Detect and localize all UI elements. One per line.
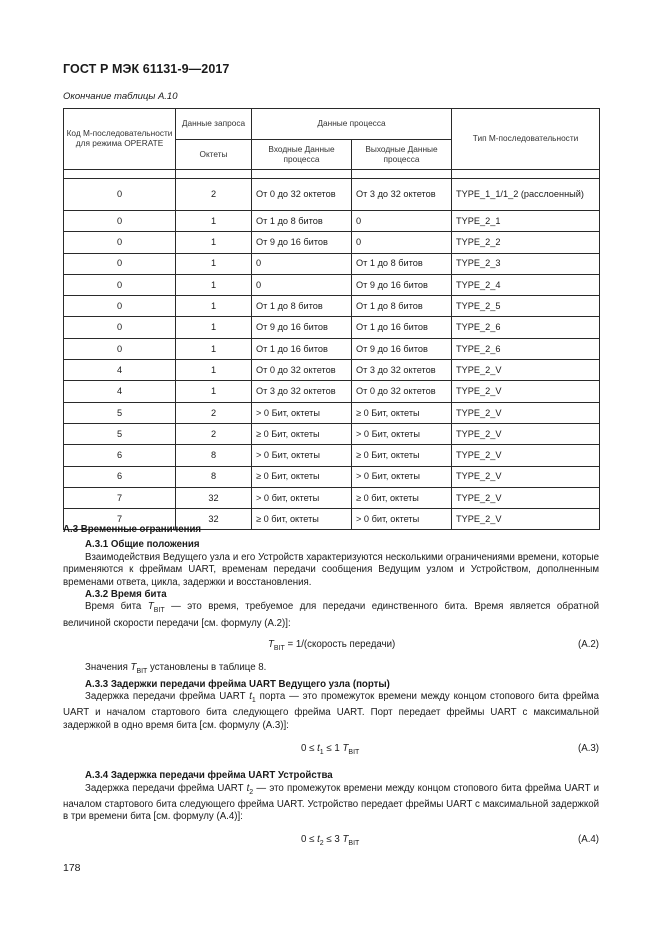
cell-code: 7 xyxy=(64,509,176,530)
table-row xyxy=(64,360,600,381)
section-a31-paragraph: Взаимодействия Ведущего узла и его Устройств характеризуются несколькими ограничениями времени, которые применяются к фреймам UART, временам передачи сообщения Ведущим узлом и Устройством, дополненным временами ответа, цикла, задержки и восстановления. xyxy=(63,551,599,588)
cell-input: От 0 до 32 октетов xyxy=(252,360,352,381)
cell-output: > 0 бит, октеты xyxy=(352,509,452,530)
cell-octets: 2 xyxy=(176,402,252,423)
cell-octets: 1 xyxy=(176,253,252,274)
cell-type: TYPE_2_V xyxy=(452,466,600,487)
cell-output: > 0 Бит, октеты xyxy=(352,423,452,444)
cell-octets: 1 xyxy=(176,360,252,381)
section-a34-paragraph: Задержка передачи фрейма UART $t_2$ — это промежуток времени между концом стопового бита фрейма UART и началом стартового бита следующего фрейма UART. Устройство передает фреймы UART с максимальной задержкой в три времени бита [см. формулу (А.4)]: xyxy=(63,782,599,823)
cell-type: TYPE_2_V xyxy=(452,487,600,508)
table-row xyxy=(64,445,600,466)
cell-code: 6 xyxy=(64,466,176,487)
cell-type: TYPE_2_V xyxy=(452,381,600,402)
cell-type: TYPE_2_6 xyxy=(452,338,600,359)
cell-output: 0 xyxy=(352,232,452,253)
cell-type: TYPE_2_6 xyxy=(452,317,600,338)
table-row xyxy=(64,296,600,317)
cell-input: ≥ 0 Бит, октеты xyxy=(252,423,352,444)
header-octets: Октеты xyxy=(176,140,252,170)
formula-a4-number: (А.4) xyxy=(578,833,599,845)
cell-octets: 32 xyxy=(176,487,252,508)
cell-octets: 1 xyxy=(176,338,252,359)
header-type: Тип M-последовательности xyxy=(452,109,600,170)
table-row xyxy=(64,232,600,253)
formula-a3-number: (А.3) xyxy=(578,743,599,755)
cell-input: От 3 до 32 октетов xyxy=(252,381,352,402)
cell-code: 0 xyxy=(64,232,176,253)
cell-type: TYPE_2_V xyxy=(452,423,600,444)
cell-type: TYPE_2_3 xyxy=(452,253,600,274)
cell-input: От 9 до 16 битов xyxy=(252,317,352,338)
cell-code: 6 xyxy=(64,445,176,466)
table-row xyxy=(64,423,600,444)
cell-input: От 1 до 8 битов xyxy=(252,211,352,232)
section-a33-paragraph: Задержка передачи фрейма UART $t_1$ порта — это промежуток времени между концом стопового бита фрейма UART и началом стартового бита следующего фрейма UART. Порт передает фреймы UART с максимальной задержкой в одно время бита [см. формулу (А.3)]: xyxy=(63,690,599,731)
cell-input: > 0 Бит, октеты xyxy=(252,402,352,423)
cell-type: TYPE_1_1/1_2 (расслоенный) xyxy=(452,179,600,211)
cell-input: От 0 до 32 октетов xyxy=(252,179,352,211)
formula-a3-expression: $0 \le t_1 \le 1$ $T_{BIT}$ xyxy=(301,743,360,757)
cell-octets: 1 xyxy=(176,296,252,317)
cell-output: От 9 до 16 битов xyxy=(352,338,452,359)
cell-octets: 1 xyxy=(176,232,252,253)
table-row xyxy=(64,466,600,487)
cell-type: TYPE_2_2 xyxy=(452,232,600,253)
formula-a4-expression: $0 \le t_2 \le 3$ $T_{BIT}$ xyxy=(301,833,360,847)
cell-output: От 9 до 16 битов xyxy=(352,274,452,295)
cell-code: 0 xyxy=(64,274,176,295)
header-code: Код M-последовательности для режима OPERATE xyxy=(64,109,176,170)
cell-type: TYPE_2_V xyxy=(452,509,600,530)
cell-code: 4 xyxy=(64,360,176,381)
table-caption: Окончание таблицы А.10 xyxy=(63,91,178,102)
cell-type: TYPE_2_4 xyxy=(452,274,600,295)
table-row xyxy=(64,179,600,211)
cell-code: 5 xyxy=(64,423,176,444)
cell-output: ≥ 0 Бит, октеты xyxy=(352,402,452,423)
values-note: Значения $T_{BIT}$ установлены в таблице 8. xyxy=(85,662,267,676)
sequence-table xyxy=(63,108,600,530)
section-a34-title: А.3.4 Задержка передачи фрейма UART Устройства xyxy=(85,770,333,782)
cell-input: 0 xyxy=(252,274,352,295)
cell-output: От 3 до 32 октетов xyxy=(352,179,452,211)
cell-code: 5 xyxy=(64,402,176,423)
table-row xyxy=(64,402,600,423)
cell-type: TYPE_2_V xyxy=(452,402,600,423)
cell-octets: 1 xyxy=(176,317,252,338)
formula-a3 xyxy=(63,732,599,766)
cell-code: 0 xyxy=(64,179,176,211)
table-row xyxy=(64,487,600,508)
cell-output: От 0 до 32 октетов xyxy=(352,381,452,402)
cell-code: 0 xyxy=(64,338,176,359)
cell-type: TYPE_2_5 xyxy=(452,296,600,317)
table-row xyxy=(64,274,600,295)
section-a31-title: А.3.1 Общие положения xyxy=(85,539,200,551)
formula-a2 xyxy=(63,630,599,660)
section-a33-title: А.3.3 Задержки передачи фрейма UART Ведущего узла (порты) xyxy=(85,678,390,690)
cell-type: TYPE_2_V xyxy=(452,360,600,381)
cell-input: > 0 Бит, октеты xyxy=(252,445,352,466)
cell-type: TYPE_2_V xyxy=(452,445,600,466)
header-request-data: Данные запроса xyxy=(176,109,252,140)
cell-octets: 2 xyxy=(176,179,252,211)
header-input: Входные Данные процесса xyxy=(252,140,352,170)
cell-code: 0 xyxy=(64,317,176,338)
cell-input: От 1 до 16 битов xyxy=(252,338,352,359)
cell-octets: 32 xyxy=(176,509,252,530)
section-a3-title: А.3 Временные ограничения xyxy=(63,524,202,535)
cell-output: От 1 до 16 битов xyxy=(352,317,452,338)
cell-output: От 3 до 32 октетов xyxy=(352,360,452,381)
header-process-data: Данные процесса xyxy=(252,109,452,140)
formula-a4 xyxy=(63,824,599,854)
cell-code: 0 xyxy=(64,211,176,232)
cell-octets: 1 xyxy=(176,381,252,402)
cell-input: 0 xyxy=(252,253,352,274)
section-a32-paragraph: Время бита $T_{BIT}$ — это время, требуемое для передачи единственного бита. Время является обратной величиной скорости передачи [см. формулу (А.2)]: xyxy=(63,601,599,629)
formula-a2-number: (А.2) xyxy=(578,639,599,651)
cell-type: TYPE_2_1 xyxy=(452,211,600,232)
header-output: Выходные Данные процесса xyxy=(352,140,452,170)
cell-input: ≥ 0 бит, октеты xyxy=(252,509,352,530)
cell-output: > 0 Бит, октеты xyxy=(352,466,452,487)
document-header: ГОСТ Р МЭК 61131-9—2017 xyxy=(63,62,230,76)
formula-a2-expression: $T_{BIT}$ = 1/(скорость передачи) xyxy=(268,639,396,653)
cell-octets: 2 xyxy=(176,423,252,444)
table-row xyxy=(64,317,600,338)
cell-octets: 8 xyxy=(176,466,252,487)
cell-output: От 1 до 8 битов xyxy=(352,253,452,274)
table-row xyxy=(64,211,600,232)
cell-output: От 1 до 8 битов xyxy=(352,296,452,317)
table-row xyxy=(64,381,600,402)
page-number: 178 xyxy=(63,862,81,874)
cell-output: 0 xyxy=(352,211,452,232)
section-a32-title: А.3.2 Время бита xyxy=(85,589,167,601)
cell-octets: 1 xyxy=(176,274,252,295)
cell-octets: 8 xyxy=(176,445,252,466)
cell-input: От 9 до 16 битов xyxy=(252,232,352,253)
table-row xyxy=(64,338,600,359)
cell-code: 4 xyxy=(64,381,176,402)
cell-input: ≥ 0 Бит, октеты xyxy=(252,466,352,487)
cell-input: От 1 до 8 битов xyxy=(252,296,352,317)
cell-output: ≥ 0 Бит, октеты xyxy=(352,445,452,466)
cell-code: 7 xyxy=(64,487,176,508)
cell-code: 0 xyxy=(64,296,176,317)
cell-code: 0 xyxy=(64,253,176,274)
cell-output: ≥ 0 бит, октеты xyxy=(352,487,452,508)
body-text xyxy=(63,524,599,854)
table-row xyxy=(64,253,600,274)
cell-octets: 1 xyxy=(176,211,252,232)
cell-input: > 0 бит, октеты xyxy=(252,487,352,508)
